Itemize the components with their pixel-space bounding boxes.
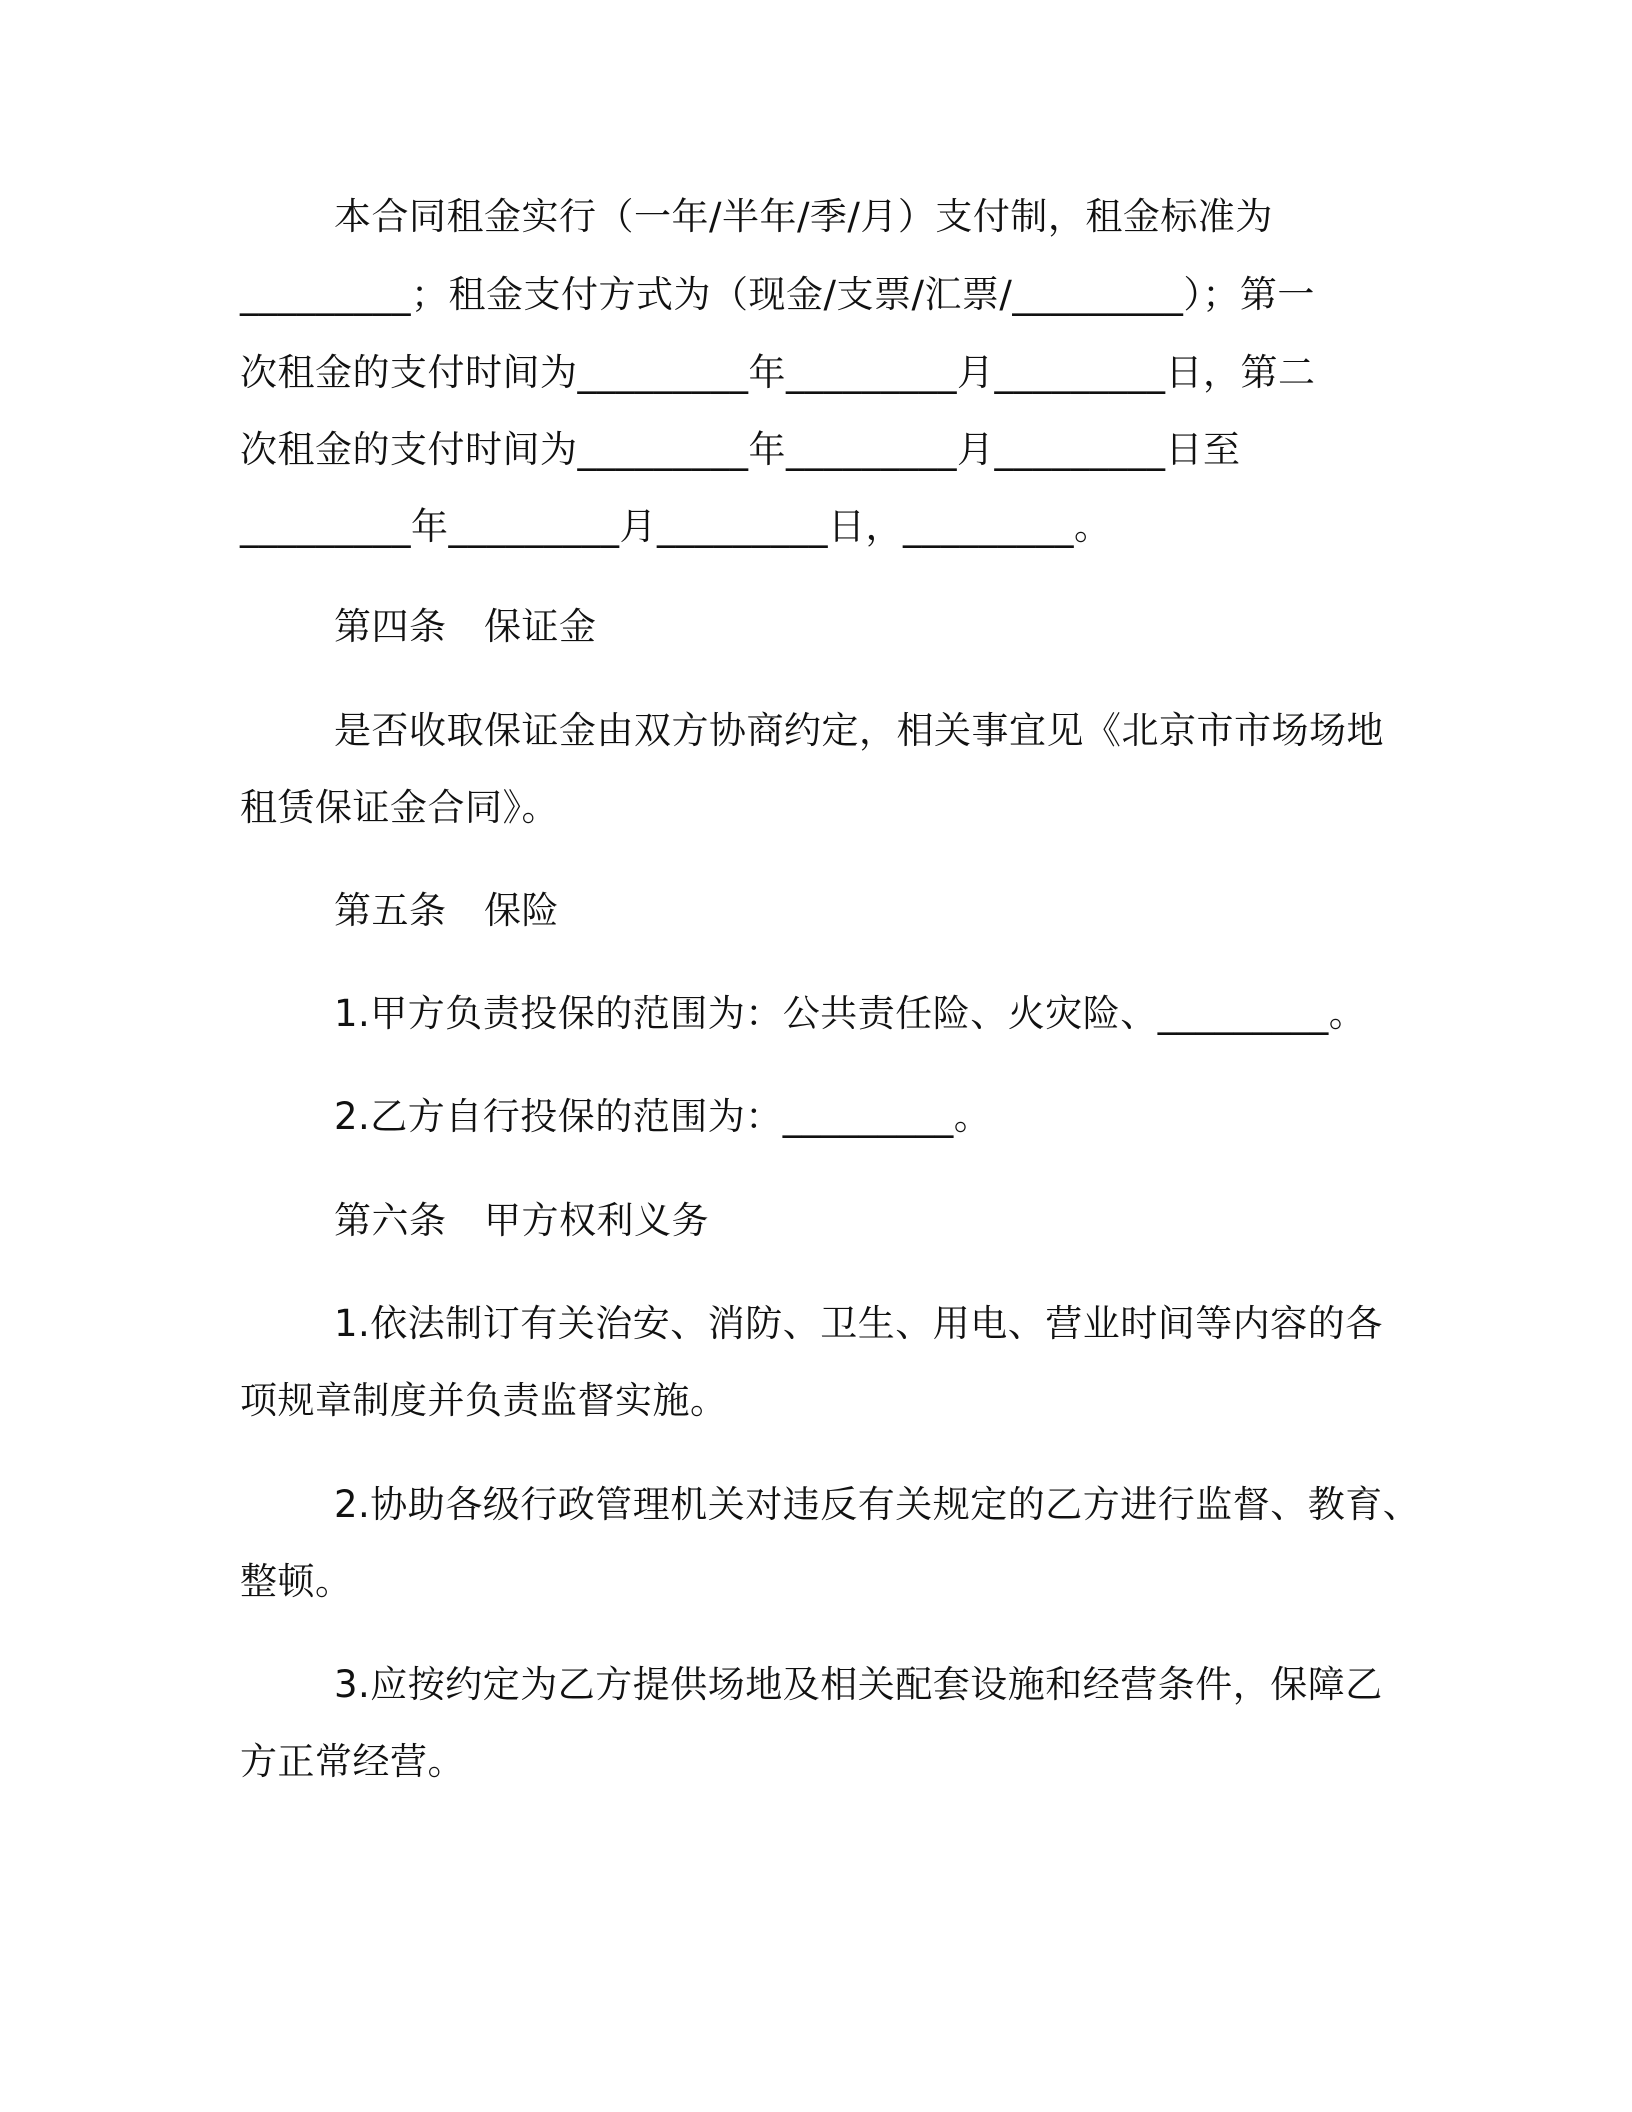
party-a-duty-1-line-2: 项规章制度并负责监督实施。 — [240, 1379, 728, 1422]
article-5-heading: 第五条 保险 — [334, 889, 559, 932]
rent-payment-line-4: 次租金的支付时间为_________年_________月_________日至 — [240, 428, 1241, 471]
article-4-heading: 第四条 保证金 — [334, 605, 597, 648]
rent-payment-line-1: 本合同租金实行（一年/半年/季/月）支付制，租金标准为 — [334, 195, 1273, 238]
insurance-item-1: 1.甲方负责投保的范围为：公共责任险、火灾险、_________。 — [334, 992, 1367, 1035]
party-a-duty-3-line-1: 3.应按约定为乙方提供场地及相关配套设施和经营条件，保障乙 — [334, 1663, 1383, 1706]
rent-payment-line-2: _________；租金支付方式为（现金/支票/汇票/_________）；第一 — [240, 273, 1315, 316]
party-a-duty-2-line-2: 整顿。 — [240, 1560, 353, 1603]
rent-payment-line-3: 次租金的支付时间为_________年_________月_________日，第二 — [240, 351, 1316, 394]
deposit-line-1: 是否收取保证金由双方协商约定，相关事宜见《北京市市场场地 — [334, 709, 1384, 752]
party-a-duty-2-line-1: 2.协助各级行政管理机关对违反有关规定的乙方进行监督、教育、 — [334, 1483, 1421, 1526]
deposit-line-2: 租赁保证金合同》。 — [240, 786, 559, 829]
article-6-heading: 第六条 甲方权利义务 — [334, 1199, 709, 1242]
insurance-item-2: 2.乙方自行投保的范围为：_________。 — [334, 1095, 992, 1138]
rent-payment-line-5: _________年_________月_________日，_________。 — [240, 505, 1112, 548]
party-a-duty-1-line-1: 1.依法制订有关治安、消防、卫生、用电、营业时间等内容的各 — [334, 1302, 1383, 1345]
party-a-duty-3-line-2: 方正常经营。 — [240, 1740, 465, 1783]
